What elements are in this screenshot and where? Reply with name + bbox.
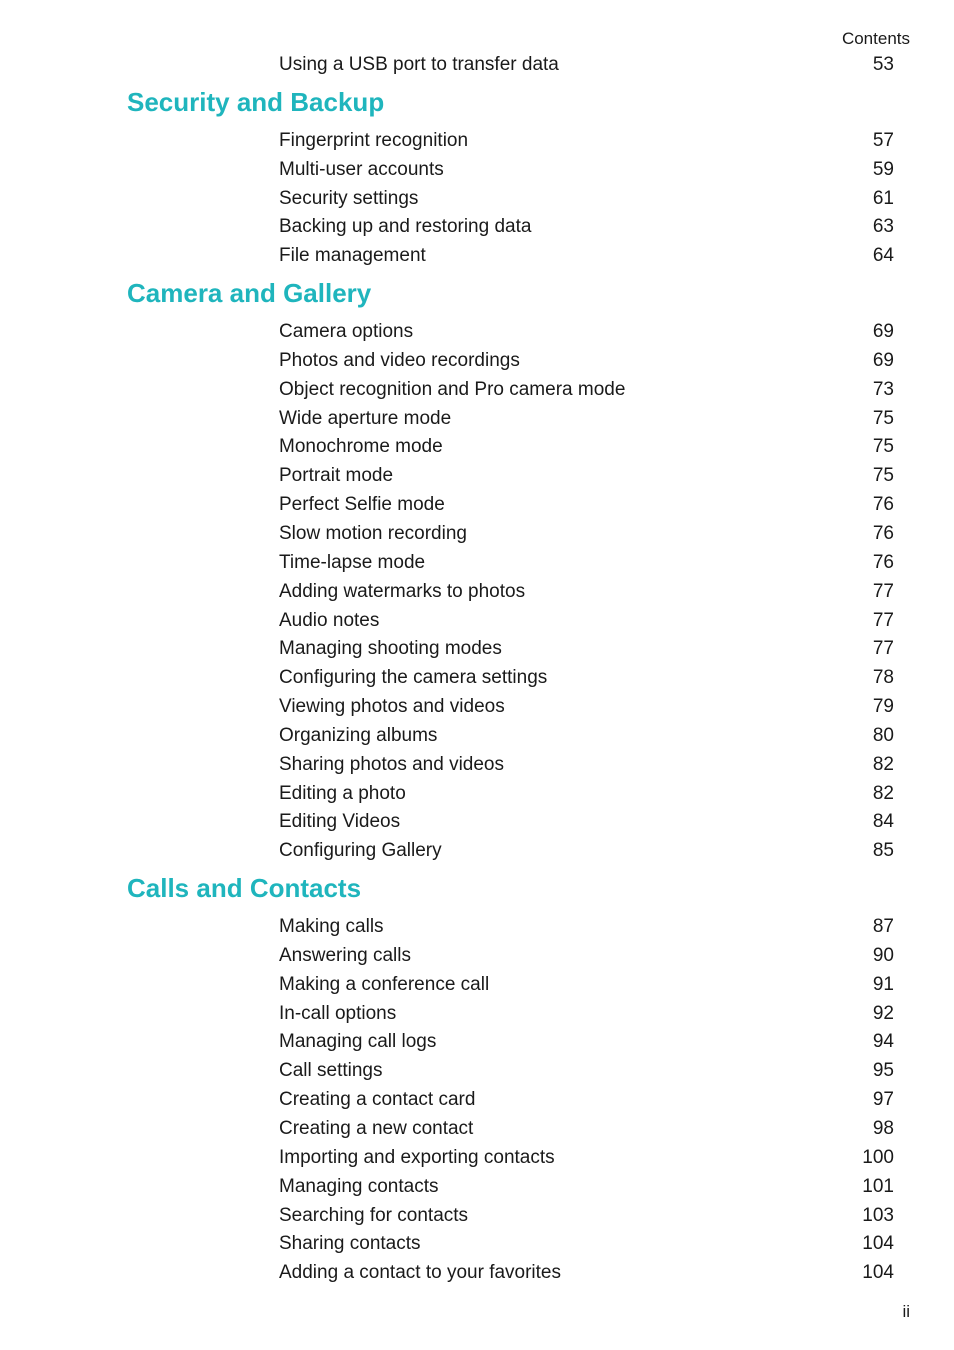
toc-entry-page[interactable]: 80	[872, 724, 894, 746]
toc-entry-title[interactable]: Portrait mode	[279, 465, 394, 487]
toc-entry[interactable]	[0, 51, 954, 80]
toc-entry-page[interactable]: 76	[872, 494, 894, 516]
toc-entry[interactable]	[0, 971, 954, 1000]
toc-entry-page[interactable]: 59	[872, 158, 894, 180]
toc-entry-page[interactable]: 61	[872, 187, 894, 209]
toc-entry-page[interactable]: 75	[872, 436, 894, 458]
toc-entry[interactable]	[0, 837, 954, 866]
toc-entry-page[interactable]: 64	[872, 245, 894, 267]
toc-entry-page[interactable]: 63	[872, 216, 894, 238]
toc-entry[interactable]	[0, 942, 954, 971]
toc-entry-page[interactable]: 75	[872, 465, 894, 487]
toc-entry-page[interactable]: 104	[862, 1262, 894, 1284]
toc-entry[interactable]	[0, 607, 954, 636]
toc-entry-page[interactable]: 92	[872, 1002, 894, 1024]
toc-entry[interactable]	[0, 780, 954, 809]
toc-entry-page[interactable]: 57	[872, 129, 894, 151]
toc-entry-title[interactable]: Viewing photos and videos	[279, 696, 505, 718]
toc-entry-page[interactable]: 90	[872, 944, 894, 966]
toc-entry[interactable]	[0, 127, 954, 156]
toc-entry-title[interactable]: Object recognition and Pro camera mode	[279, 378, 626, 400]
running-header: Contents	[841, 29, 910, 48]
toc-entry-page[interactable]: 104	[862, 1233, 894, 1255]
toc-entry[interactable]	[0, 722, 954, 751]
toc-entry-title[interactable]: Adding watermarks to photos	[279, 580, 526, 602]
toc-entry-title[interactable]: Security settings	[279, 187, 419, 209]
section-heading[interactable]: Camera and Gallery	[127, 278, 372, 309]
toc-entry-page[interactable]: 97	[872, 1089, 894, 1111]
toc-entry-page[interactable]: 84	[872, 811, 894, 833]
toc-entry-title[interactable]: In-call options	[279, 1002, 397, 1024]
toc-entry[interactable]	[0, 1000, 954, 1029]
toc-entry-title[interactable]: Searching for contacts	[279, 1204, 469, 1226]
toc-entry[interactable]	[0, 1230, 954, 1259]
toc-entry-title[interactable]: Editing a photo	[279, 782, 406, 804]
toc-entry-title[interactable]: Managing contacts	[279, 1175, 439, 1197]
toc-entry-page[interactable]: 77	[872, 580, 894, 602]
toc-entry-title[interactable]: Fingerprint recognition	[279, 129, 469, 151]
toc-entry-title[interactable]: Backing up and restoring data	[279, 216, 532, 238]
toc-entry-title[interactable]: Photos and video recordings	[279, 349, 520, 371]
toc-entry-page[interactable]: 77	[872, 638, 894, 660]
toc-entry-title[interactable]: Slow motion recording	[279, 522, 467, 544]
toc-entry[interactable]	[0, 376, 954, 405]
toc-entry-title[interactable]: Audio notes	[279, 609, 380, 631]
toc-section	[0, 866, 954, 913]
toc-entry-title[interactable]: Editing Videos	[279, 811, 401, 833]
page-number: ii	[902, 1302, 910, 1321]
toc-entry-title[interactable]: Configuring Gallery	[279, 840, 442, 862]
toc-entry-page[interactable]: 76	[872, 551, 894, 573]
toc-entry-page[interactable]: 69	[872, 349, 894, 371]
toc-entry-title[interactable]: Creating a contact card	[279, 1089, 476, 1111]
toc-entry-title[interactable]: Monochrome mode	[279, 436, 443, 458]
toc-entry[interactable]	[0, 693, 954, 722]
toc-section	[0, 271, 954, 318]
toc-entry-title[interactable]: File management	[279, 245, 426, 267]
toc-entry[interactable]	[0, 664, 954, 693]
toc-entry-page[interactable]: 85	[872, 840, 894, 862]
toc-entry[interactable]	[0, 1057, 954, 1086]
toc-entry-page[interactable]: 100	[862, 1146, 894, 1168]
toc-entry[interactable]	[0, 318, 954, 347]
toc-entry-title[interactable]: Managing call logs	[279, 1031, 437, 1053]
toc-entry[interactable]	[0, 635, 954, 664]
toc-entry-title[interactable]: Making calls	[279, 916, 384, 938]
toc-entry[interactable]	[0, 549, 954, 578]
toc-entry-page[interactable]: 53	[872, 54, 894, 75]
toc-entry[interactable]	[0, 1086, 954, 1115]
toc-entry-page[interactable]: 75	[872, 407, 894, 429]
toc-entry-page[interactable]: 78	[872, 667, 894, 689]
toc-entry-page[interactable]: 76	[872, 522, 894, 544]
toc-entry[interactable]	[0, 185, 954, 214]
toc-entry-title[interactable]: Configuring the camera settings	[279, 667, 548, 689]
toc-entry-title[interactable]: Making a conference call	[279, 973, 490, 995]
toc-entry[interactable]	[0, 1144, 954, 1173]
toc-entry-title[interactable]: Perfect Selfie mode	[279, 494, 445, 516]
toc-entry-title[interactable]: Adding a contact to your favorites	[279, 1262, 561, 1284]
toc-entry-page[interactable]: 82	[872, 782, 894, 804]
toc-entry-title[interactable]: Wide aperture mode	[279, 407, 452, 429]
toc-entry-page[interactable]: 77	[872, 609, 894, 631]
toc-entry[interactable]	[0, 156, 954, 185]
toc-entry[interactable]	[0, 405, 954, 434]
toc-entry[interactable]	[0, 578, 954, 607]
toc-entry-page[interactable]: 73	[872, 378, 894, 400]
toc-entry[interactable]	[0, 1202, 954, 1231]
section-heading[interactable]: Calls and Contacts	[127, 873, 362, 904]
toc-entry[interactable]	[0, 433, 954, 462]
toc-entry-title[interactable]: Creating a new contact	[279, 1118, 474, 1139]
toc-entry-page[interactable]: 87	[872, 916, 894, 938]
section-heading[interactable]: Security and Backup	[127, 86, 385, 117]
toc-entry[interactable]	[0, 213, 954, 242]
toc-entry-title[interactable]: Using a USB port to transfer data	[279, 54, 559, 75]
toc-entry-title[interactable]: Sharing photos and videos	[279, 753, 504, 775]
toc-entry-title[interactable]: Time-lapse mode	[279, 551, 426, 573]
toc-entry[interactable]	[0, 1115, 954, 1144]
toc-entry-page[interactable]: 91	[872, 973, 894, 995]
toc-entry-title[interactable]: Sharing contacts	[279, 1233, 421, 1255]
table-of-contents	[0, 51, 954, 1288]
toc-entry-title[interactable]: Multi-user accounts	[279, 158, 444, 180]
toc-entry-page[interactable]: 79	[872, 696, 894, 718]
toc-entry-page[interactable]: 94	[872, 1031, 894, 1053]
toc-section	[0, 80, 954, 127]
toc-entry-page[interactable]: 101	[862, 1175, 894, 1197]
toc-entry-title[interactable]: Call settings	[279, 1060, 383, 1082]
toc-entry[interactable]	[0, 491, 954, 520]
toc-entry-page[interactable]: 98	[872, 1118, 894, 1139]
toc-entry-page[interactable]: 69	[872, 321, 894, 343]
toc-entry[interactable]	[0, 1028, 954, 1057]
toc-entry-page[interactable]: 95	[872, 1060, 894, 1082]
toc-entry[interactable]	[0, 913, 954, 942]
toc-entry-title[interactable]: Camera options	[279, 321, 414, 343]
toc-entry-title[interactable]: Managing shooting modes	[279, 638, 502, 660]
toc-entry-title[interactable]: Importing and exporting contacts	[279, 1146, 555, 1168]
toc-entry[interactable]	[0, 808, 954, 837]
toc-entry[interactable]	[0, 520, 954, 549]
toc-entry[interactable]	[0, 1173, 954, 1202]
toc-entry[interactable]	[0, 1259, 954, 1288]
toc-entry-title[interactable]: Organizing albums	[279, 724, 438, 746]
toc-entry-page[interactable]: 103	[862, 1204, 894, 1226]
toc-entry-title[interactable]: Answering calls	[279, 944, 411, 966]
toc-entry[interactable]	[0, 347, 954, 376]
toc-entry[interactable]	[0, 751, 954, 780]
toc-entry[interactable]	[0, 462, 954, 491]
toc-entry-page[interactable]: 82	[872, 753, 894, 775]
toc-entry[interactable]	[0, 242, 954, 271]
